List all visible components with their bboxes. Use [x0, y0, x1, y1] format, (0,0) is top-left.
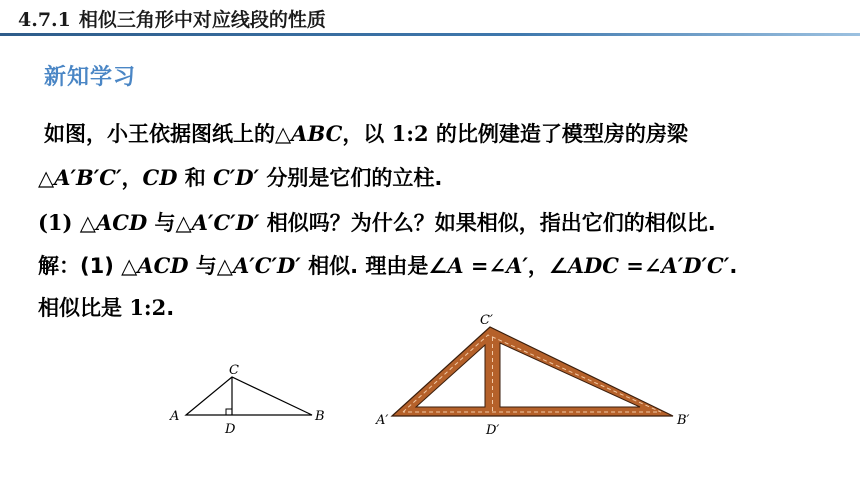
beam-hole-right [500, 343, 640, 407]
ratio-value: 1:2 [391, 121, 429, 146]
section-title: 相似三角形中对应线段的性质 [78, 9, 326, 31]
math-abc: ABC [291, 121, 343, 146]
math-acd-prime: A′C′D′ [191, 210, 260, 235]
text-segment: ，以 [342, 122, 392, 146]
label-a: A [170, 409, 180, 424]
question-prefix: (1) △ [38, 210, 96, 235]
text-segment: 分别是它们的立柱. [259, 166, 443, 190]
ratio-value: 1:2 [129, 295, 167, 320]
text-segment: 的比例建造了模型房的房梁 [428, 122, 688, 146]
math-abc-prime: A′B′C′ [54, 165, 122, 190]
section-number: 4.7.1 [18, 9, 71, 31]
triangle-symbol: △ [38, 166, 55, 190]
math-adc: ADC [567, 253, 619, 278]
label-b: B [315, 409, 325, 424]
text-segment: . [166, 296, 175, 320]
text-segment: ， [121, 166, 143, 190]
equals-angle: =∠ [463, 253, 507, 278]
math-a-prime: A′ [506, 253, 528, 278]
text-segment: 相似比是 [38, 296, 130, 320]
beam-triangle [375, 313, 690, 438]
text-segment: 相似. 理由是∠ [300, 254, 448, 278]
label-b-prime: B′ [677, 413, 690, 428]
solution-prefix: 解：(1) △ [38, 254, 138, 278]
text-segment: 相似吗？为什么？如果相似，指出它们的相似比. [259, 211, 716, 235]
text-segment: 如图，小王依据图纸上的△ [44, 122, 292, 146]
triangle-abc [186, 377, 312, 415]
text-segment: ，∠ [527, 254, 568, 278]
text-segment: 与△ [188, 254, 233, 278]
text-segment: . [729, 254, 738, 278]
label-d: D [225, 422, 236, 437]
text-segment: 和 [177, 166, 214, 190]
label-d-prime: D′ [486, 423, 500, 438]
label-c-prime: C′ [480, 313, 493, 328]
beam-hole-left [416, 345, 485, 407]
right-angle-mark [226, 409, 232, 415]
text-segment: 与△ [147, 211, 192, 235]
math-acd: ACD [95, 210, 148, 235]
math-acd: ACD [137, 253, 189, 278]
equals-angle: =∠ [618, 253, 662, 278]
small-triangle [169, 363, 325, 437]
math-cd: CD [142, 165, 178, 190]
label-a-prime: A′ [376, 413, 389, 428]
math-a: A [447, 253, 464, 278]
label-c: C [229, 363, 239, 378]
section-label: 新知学习 [44, 65, 137, 90]
math-acd-prime: A′C′D′ [232, 253, 301, 278]
math-cd-prime: C′D′ [213, 165, 260, 190]
math-adc-prime: A′D′C′ [661, 253, 730, 278]
